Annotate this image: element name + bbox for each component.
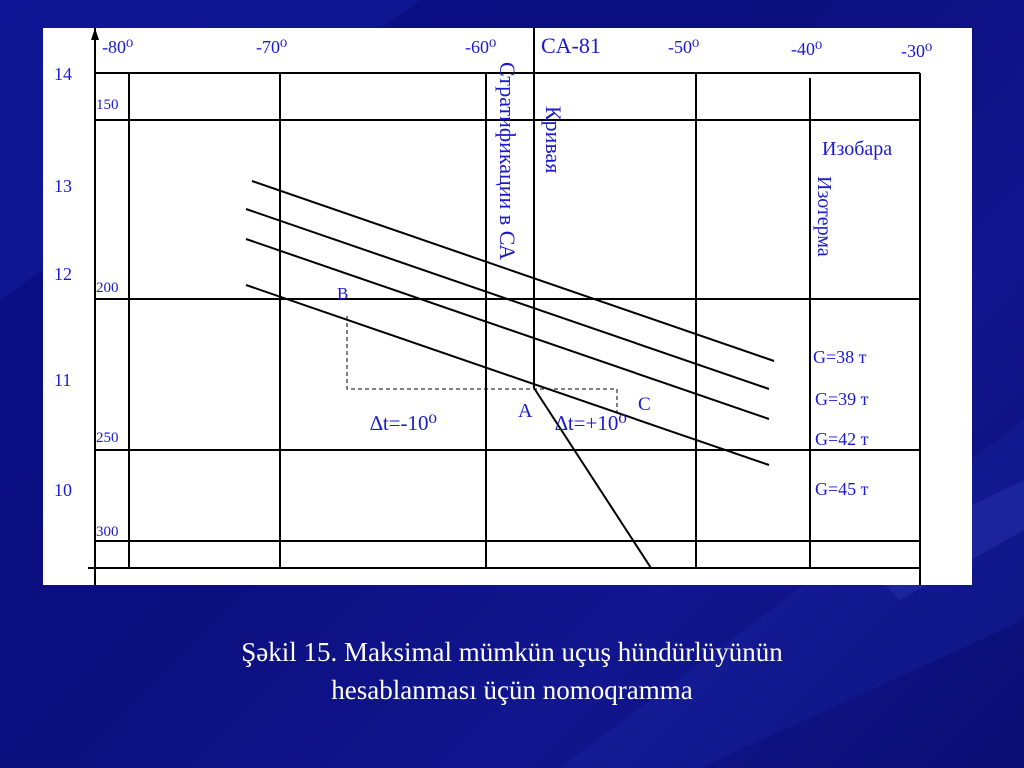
delta-plus-label: ∆t=+10⁰ (555, 411, 627, 435)
temperature-tick-label: -70⁰ (256, 37, 288, 57)
height-tick-label: 10 (54, 480, 72, 500)
height-tick-label: 14 (54, 64, 72, 84)
weight-line-label: G=45 т (815, 479, 869, 499)
height-tick-label: 12 (54, 264, 72, 284)
temperature-tick-label: -40⁰ (791, 39, 823, 59)
isobar-label: Изобара (822, 138, 893, 160)
point-b-label: B (337, 284, 349, 303)
height-tick-label: 13 (54, 176, 72, 196)
temperature-tick-label: -50⁰ (668, 37, 700, 57)
isotherm-label: Изотерма (813, 176, 835, 257)
weight-line-label: G=42 т (815, 429, 869, 449)
point-c-label: C (638, 394, 651, 415)
caption-line-1: Şəkil 15. Maksimal mümkün uçuş hündürlüyünün (241, 637, 783, 667)
ca81-label: CA-81 (541, 33, 601, 58)
figure-caption (0, 633, 1024, 709)
weight-line-label: G=38 т (813, 347, 867, 367)
pressure-tick-label: 200 (96, 280, 119, 296)
curve-label: Кривая (541, 106, 566, 174)
height-tick-label: 11 (54, 370, 72, 390)
caption-line-2: hesablanması üçün nomoqramma (331, 675, 693, 705)
temperature-tick-label: -30⁰ (901, 41, 933, 61)
temperature-tick-label: -60⁰ (465, 37, 497, 57)
pressure-tick-label: 150 (96, 97, 119, 113)
temperature-tick-label: -80⁰ (102, 37, 134, 57)
weight-line-label: G=39 т (815, 389, 869, 409)
point-a-label: A (518, 400, 533, 422)
delta-minus-label: ∆t=-10⁰ (370, 411, 437, 435)
pressure-tick-label: 300 (96, 524, 119, 540)
pressure-tick-label: 250 (96, 430, 119, 446)
stratification-label: Стратификации в СА (495, 62, 520, 261)
